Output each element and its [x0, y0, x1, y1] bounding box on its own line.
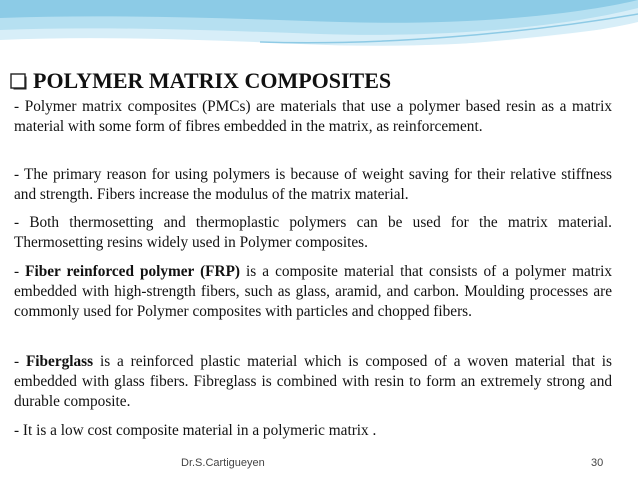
slide-title-text: POLYMER MATRIX COMPOSITES: [33, 68, 392, 93]
page-number: 30: [591, 457, 604, 469]
header-wave-decoration: [0, 0, 638, 64]
frp-description: is a composite material that consists of a polymer matrix embedded with high-strength fibers, such as glass, aramid, and carbon. Moulding processes are commonly used for Polymer composites with particles and chopped fibers.: [14, 263, 613, 321]
footer-author: Dr.S.Cartigueyen: [181, 457, 265, 469]
slide-title: [10, 67, 391, 95]
checkbox-bullet-icon: [10, 73, 27, 90]
frp-prefix: -: [14, 263, 26, 280]
fiberglass-description: is a reinforced plastic material which is composed of a woven material that is embedded with glass fibers. Fibreglass is combined with resin to form an extremely strong and durable composite.: [14, 353, 613, 411]
paragraph-frp: [14, 262, 612, 323]
frp-term: Fiber reinforced polymer (FRP): [25, 263, 241, 280]
fiberglass-term: Fiberglass: [25, 353, 94, 370]
fiberglass-prefix: -: [14, 353, 26, 370]
paragraph-thermosetting: - Both thermosetting and thermoplastic polymers can be used for the matrix material. Thermosetting resins widely used in Polymer composites.: [14, 214, 612, 252]
paragraph-primary-reason: - The primary reason for using polymers is because of weight saving for their relative stiffness and strength. Fibers increase the modulus of the matrix material.: [14, 166, 612, 204]
paragraph-low-cost: - It is a low cost composite material in a polymeric matrix .: [14, 422, 377, 439]
paragraph-pmc-definition: - Polymer matrix composites (PMCs) are materials that use a polymer based resin as a matrix material with some form of fibres embedded in the matrix, as reinforcement.: [14, 98, 612, 136]
paragraph-fiberglass: [14, 352, 612, 413]
